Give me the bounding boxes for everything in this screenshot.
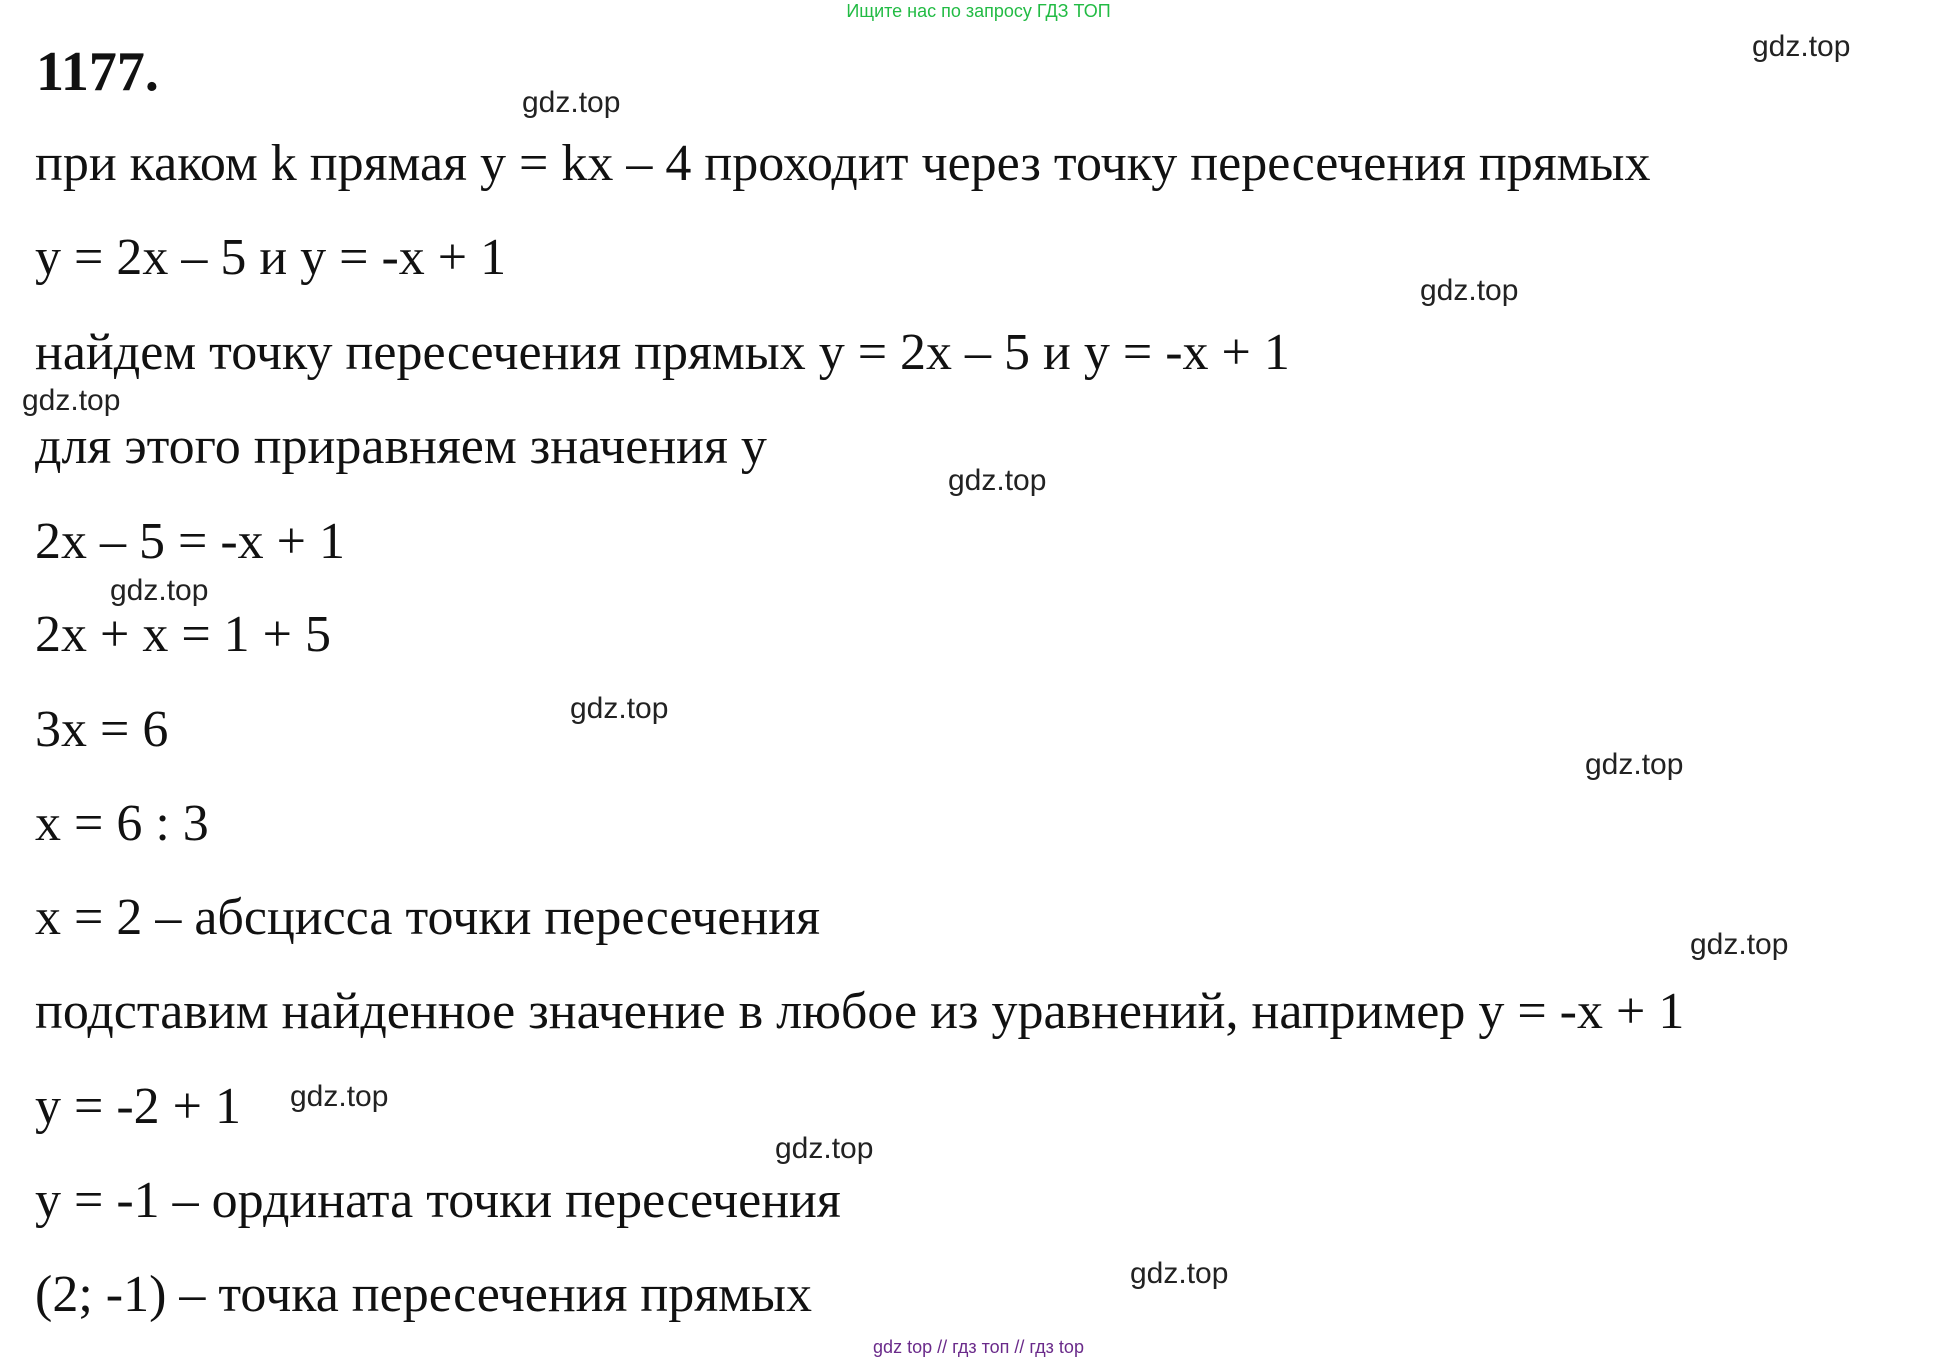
watermark: gdz.top (290, 1080, 389, 1113)
solution-line: 3x = 6 (35, 701, 169, 758)
watermark: gdz.top (1130, 1257, 1229, 1290)
solution-line: (2; -1) – точка пересечения прямых (35, 1266, 812, 1323)
solution-line: найдем точку пересечения прямых y = 2x – 5 и y = -x + 1 (35, 324, 1290, 381)
solution-line: y = -2 + 1 (35, 1078, 241, 1135)
problem-number: 1177. (36, 41, 159, 103)
solution-line: x = 6 : 3 (35, 795, 209, 852)
top-banner: Ищите нас по запросу ГДЗ ТОП (846, 1, 1111, 21)
watermark: gdz.top (775, 1132, 874, 1165)
solution-line: при каком k прямая y = kx – 4 проходит через точку пересечения прямых (35, 135, 1651, 192)
solution-line: y = -1 – ордината точки пересечения (35, 1172, 841, 1229)
watermark: gdz.top (1420, 274, 1519, 307)
watermark: gdz.top (1690, 928, 1789, 961)
solution-line: x = 2 – абсцисса точки пересечения (35, 889, 821, 946)
solution-line: y = 2x – 5 и y = -x + 1 (35, 229, 507, 286)
solution-line: для этого приравняем значения y (35, 418, 767, 475)
bottom-banner: gdz top // гдз топ // гдз top (873, 1337, 1084, 1357)
solution-line: 2x + x = 1 + 5 (35, 606, 331, 663)
watermark: gdz.top (1585, 748, 1684, 781)
watermark: gdz.top (522, 86, 621, 119)
solution-line: 2x – 5 = -x + 1 (35, 513, 345, 570)
watermark: gdz.top (570, 692, 669, 725)
watermark: gdz.top (948, 464, 1047, 497)
watermark: gdz.top (110, 574, 209, 607)
solution-line: подставим найденное значение в любое из уравнений, например y = -x + 1 (35, 983, 1685, 1040)
watermark: gdz.top (1752, 30, 1851, 63)
watermark: gdz.top (22, 384, 121, 417)
